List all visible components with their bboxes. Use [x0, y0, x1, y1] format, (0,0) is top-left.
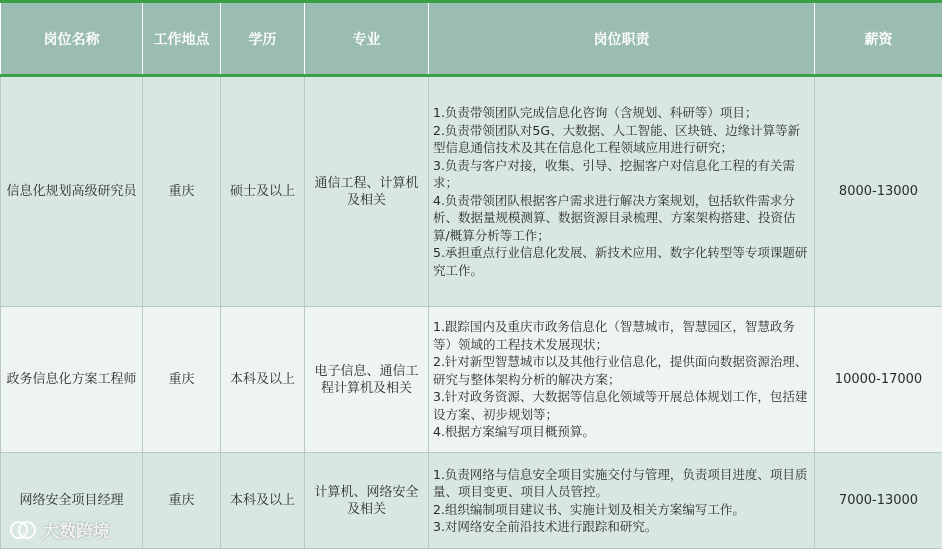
duty-item: 2.组织编制项目建议书、实施计划及相关方案编写工作。	[433, 501, 745, 517]
job-major: 通信工程、计算机及相关	[305, 76, 429, 307]
header-major: 专业	[305, 2, 429, 76]
header-title: 岗位名称	[1, 2, 143, 76]
header-duties: 岗位职责	[429, 2, 815, 76]
watermark-text: 大数跨境	[42, 522, 110, 542]
table-row	[1, 76, 942, 307]
job-education: 本科及以上	[221, 453, 305, 549]
duty-item: 1.跟踪国内及重庆市政务信息化（智慧城市，智慧园区，智慧政务等）领域的工程技术发展现状；	[433, 319, 795, 352]
job-major: 电子信息、通信工程计算机及相关	[305, 307, 429, 453]
job-education: 本科及以上	[221, 307, 305, 453]
job-title: 信息化规划高级研究员	[1, 76, 143, 307]
job-title: 网络安全项目经理	[1, 453, 143, 549]
job-salary: 8000-13000	[815, 76, 942, 307]
duty-item: 3.负责与客户对接，收集、引导、挖掘客户对信息化工程的有关需求；	[433, 157, 795, 190]
table-row	[1, 453, 942, 549]
job-location: 重庆	[143, 453, 221, 549]
header-row	[1, 2, 942, 76]
duty-item: 4.根据方案编写项目概预算。	[433, 424, 595, 440]
duty-item: 3.对网络安全前沿技术进行跟踪和研究。	[433, 519, 658, 534]
duty-item: 3.针对政务资源、大数据等信息化领域等开展总体规划工作，包括建设方案、初步规划等；	[433, 389, 808, 422]
duty-item: 4.负责带领团队根据客户需求进行解决方案规划，包括软件需求分析、数据量规模测算、数据资源目录梳理、方案架构搭建、投资估算/概算分析等工作；	[433, 192, 796, 243]
logo-icon	[8, 519, 38, 541]
header-location: 工作地点	[143, 2, 221, 76]
job-duties	[429, 76, 815, 307]
duty-item: 5.承担重点行业信息化发展、新技术应用、数字化转型等专项课题研究工作。	[433, 245, 808, 278]
duty-item: 1.负责带领团队完成信息化咨询（含规划、科研等）项目；	[433, 105, 758, 120]
job-location: 重庆	[143, 307, 221, 453]
job-duties	[429, 453, 815, 549]
duty-item: 2.负责带领团队对5G、大数据、人工智能、区块链、边缘计算等新型信息通信技术及其在信息化工程领域应用进行研究；	[433, 122, 801, 155]
job-title: 政务信息化方案工程师	[1, 307, 143, 453]
duty-item: 2.针对新型智慧城市以及其他行业信息化，提供面向数据资源治理、研究与整体架构分析的解决方案；	[433, 354, 808, 387]
header-education: 学历	[221, 2, 305, 76]
header-salary: 薪资	[815, 2, 942, 76]
job-location: 重庆	[143, 76, 221, 307]
job-duties	[429, 307, 815, 453]
job-salary: 10000-17000	[815, 307, 942, 453]
watermark	[8, 517, 110, 542]
job-salary: 7000-13000	[815, 453, 942, 549]
job-major: 计算机、网络安全及相关	[305, 453, 429, 549]
job-education: 硕士及以上	[221, 76, 305, 307]
table-row	[1, 307, 942, 453]
duty-item: 1.负责网络与信息安全项目实施交付与管理，负责项目进度、项目质量、项目变更、项目人员管控。	[433, 466, 808, 499]
